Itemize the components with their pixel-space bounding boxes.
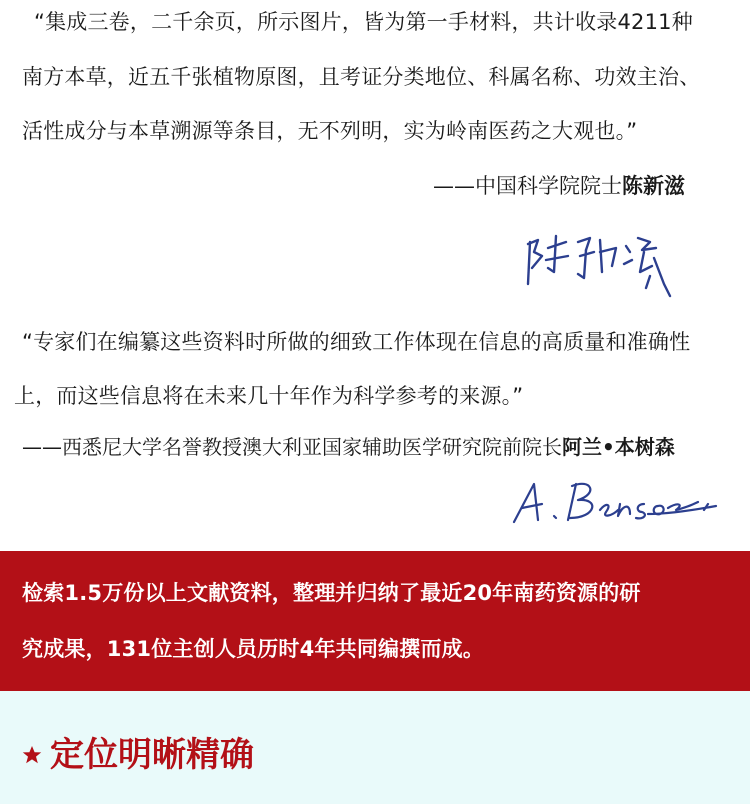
- attribution-title: ——西悉尼大学名誉教授澳大利亚国家辅助医学研究院前院长: [22, 435, 562, 459]
- signature-bensoussan: [508, 474, 723, 536]
- highlight-banner: [0, 551, 750, 691]
- attribution-name: 陈新滋: [622, 174, 685, 198]
- attribution-bensoussan: [22, 433, 675, 461]
- quote-line: 上，而这些信息将在未来几十年作为科学参考的来源。”: [14, 384, 524, 408]
- quote-line: “集成三卷，二千余页，所示图片，皆为第一手材料，共计收录4211种: [34, 10, 693, 34]
- quote-line: 活性成分与本草溯源等条目，无不列明，实为岭南医药之大观也。”: [22, 119, 638, 143]
- section-title: 定位明晰精确: [50, 735, 254, 775]
- quote-line: “专家们在编纂这些资料时所做的细致工作体现在信息的高质量和准确性: [22, 330, 691, 354]
- star-icon: [22, 745, 42, 765]
- banner-line: 究成果，131位主创人员历时4年共同编撰而成。: [22, 637, 485, 661]
- attribution-name: 阿兰•本树森: [562, 435, 675, 459]
- attribution-title: ——中国科学院院士: [433, 174, 622, 198]
- quote-line: 南方本草，近五千张植物原图，且考证分类地位、科属名称、功效主治、: [22, 65, 701, 89]
- attribution-chen: [433, 172, 685, 200]
- section-header: [22, 733, 254, 777]
- signature-chen: [520, 222, 700, 312]
- section-header-area: [0, 691, 750, 804]
- banner-line: 检索1.5万份以上文献资料，整理并归纳了最近20年南药资源的研: [22, 581, 641, 605]
